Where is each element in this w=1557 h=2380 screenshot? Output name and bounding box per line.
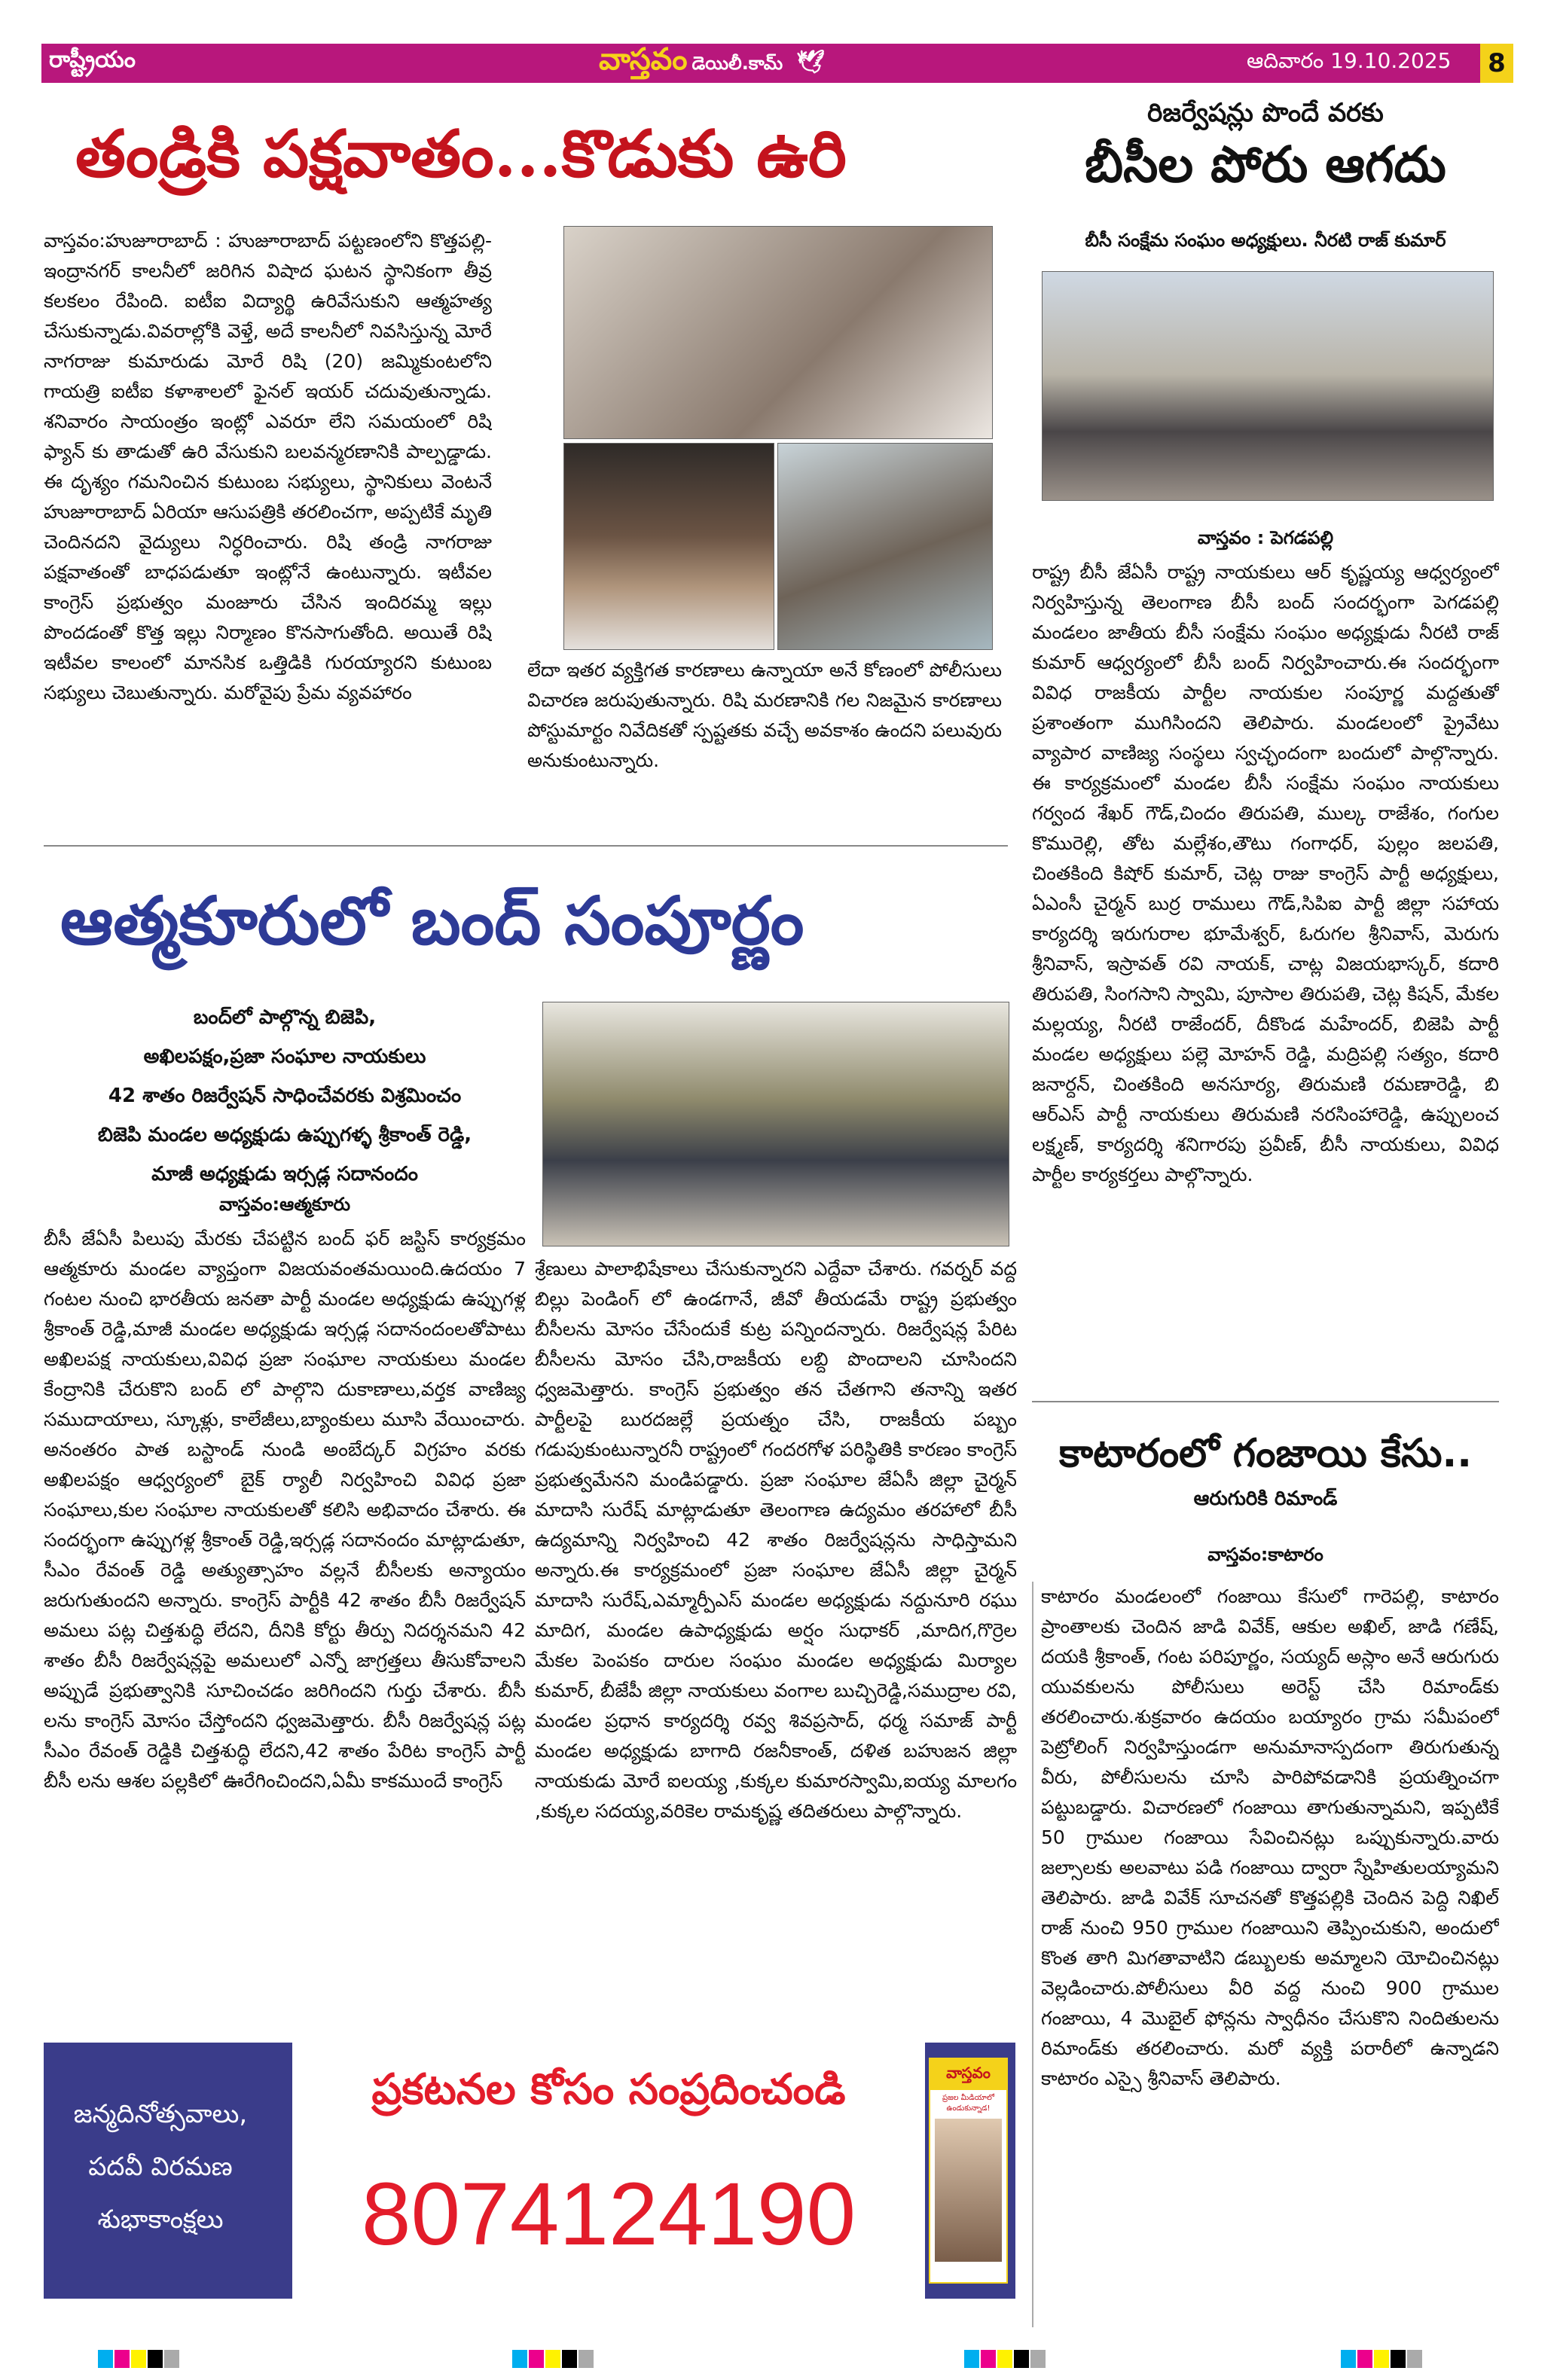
ad-title: ప్రకటనల కోసం సంప్రదించండి	[371, 2065, 846, 2114]
deck-line-2: అఖిలపక్షం,ప్రజా సంఘాల నాయకులు	[143, 1045, 426, 1068]
deck-line-5: మాజీ అధ్యక్షుడు ఇర్సడ్ల సదానందం	[151, 1163, 418, 1185]
deck-line-1: బంద్‌లో పాల్గొన్న బిజెపి,	[193, 1006, 377, 1029]
story1-headline: తండ్రికి పక్షవాతం...కొడుకు ఉరి	[75, 116, 847, 192]
masthead	[599, 42, 825, 84]
ad-logo-box	[929, 2058, 1008, 2284]
header-bar	[41, 44, 1480, 83]
photo-atmakur-bandh	[542, 1002, 1009, 1246]
ad-phone: 8074124190	[361, 2165, 856, 2264]
masthead-title: వాస్తవం	[599, 42, 688, 77]
photo-victim-portrait	[563, 443, 774, 650]
story2-body: రాష్ట్ర బీసీ జేఏసీ రాష్ట్ర నాయకులు ఆర్ కృష్ణయ్య ఆధ్వర్యంలో నిర్వహిస్తున్న తెలంగాణ బీసీ బంద్ సందర్భంగా పెగడపల్లి మండలం జాతీయ బీసీ సంక్షేమ సంఘం అధ్యక్షుడు నీరటి రాజ్ కుమార్ ఆధ్వర్యంలో బీసీ బంద్ నిర్వహించారు.ఈ సందర్భంగా వివిధ రాజకీయ పార్టీల నాయకుల సంపూర్ణ మద్దతుతో ప్రశాంతంగా ముగిసిందని తెలిపారు. మండలంలో ప్రైవేటు వ్యాపార వాణిజ్య సంస్థలు స్వచ్ఛందంగా బందులో పాల్గొన్నారు. ఈ కార్యక్రమంలో మండల బీసీ సంక్షేమ సంఘం నాయకులు గర్వంద శేఖర్ గౌడ్,చిందం తిరుపతి, ముల్క రాజేశం, గంగుల కొమురెల్లి, తోట మల్లేశం,తౌటు గంగాధర్, పుల్లం జలపతి, చింతకింది కిషోర్ కుమార్, చెట్ల రాజు కాంగ్రెస్ పార్టీ అధ్యక్షులు, ఏఎంసీ చైర్మన్ బుర్ర రాములు గౌడ్,సిపిఐ పార్టీ జిల్లా సహాయ కార్యదర్శి ఇరుగురాల భూమేశ్వర్, ఓరుగల శ్రీనివాస్, మెరుగు శ్రీనివాస్, ఇస్రావత్ రవి నాయక్, చాట్ల విజయభాస్కర్, కదారి తిరుపతి, సింగసాని స్వామి, పూసాల తిరుపతి, చెట్ల కిషన్, మేకల మల్లయ్య, నీరటి రాజేందర్, దీకొండ మహేందర్, బిజెపి పార్టీ మండల అధ్యక్షులు పల్లె మోహన్ రెడ్డి, మద్రిపల్లి సత్యం, కదారి జనార్దన్, చింతకింది అనసూర్య, తిరుమణి రమణారెడ్డి, బి ఆర్ఎస్ పార్టీ నాయకులు తిరుమణి నరసింహారెడ్డి, ఉప్పులంచ లక్ష్మణ్, కార్యదర్శి శనిగారపు ప్రవీణ్, బీసీ నాయకులు, వివిధ పార్టీల కార్యకర్తలు పాల్గొన్నారు.	[1032, 561, 1499, 1185]
story3-dateline: వాస్తవం:ఆత్మకూరు	[218, 1194, 351, 1215]
story2-kicker: రిజర్వేషన్లు పొందే వరకు	[1147, 98, 1384, 128]
story1-col2: లేదా ఇతర వ్యక్తిగత కారణాలు ఉన్నాయా అనే కోణంలో పోలీసులు విచారణ జరుపుతున్నారు. రిషి మరణానికి గల నిజమైన కారణాలు పోస్టుమార్టం నివేదికతో స్పష్టతకు వచ్చే అవకాశం ఉందని పలువురు అనుకుంటున్నారు.	[527, 659, 1002, 771]
registration-marks-3	[964, 2350, 1047, 2368]
ad-line-1: జన్మదినోత్సవాలు,	[73, 2099, 248, 2129]
story3-headline: ఆత్మకూరులో బంద్ సంపూర్ణం	[60, 881, 804, 960]
photo-victim-bed	[777, 443, 993, 650]
story3-col2: శ్రేణులు పాలాభిషేకాలు చేసుకున్నారని ఎద్దేవా చేశారు. గవర్నర్ వద్ద బిల్లు పెండింగ్ లో ఉండగానే, జీవో తీయడమే రాష్ట్ర ప్రభుత్వం బీసీలను మోసం చేసేందుకే కుట్ర పన్నిందన్నారు. రిజర్వేషన్ల పేరిట బీసీలను మోసం చేసి,రాజకీయ లబ్ది పొందాలని చూసిందని ధ్వజమెత్తారు. కాంగ్రెస్ ప్రభుత్వం తన చేతగాని తనాన్ని ఇతర పార్టీలపై బురదజల్లే ప్రయత్నం చేసి, రాజకీయ పబ్బం గడుపుకుంటున్నారనీ రాష్ట్రంలో గందరగోళ పరిస్థితికి కారణం కాంగ్రెస్ ప్రభుత్వమేనని మండిపడ్డారు. ప్రజా సంఘాల జేఏసీ జిల్లా చైర్మన్ మాదాసి సురేష్ మాట్లాడుతూ తెలంగాణ ఉద్యమం తరహాలో బీసీ ఉద్యమాన్ని నిర్వహించి 42 శాతం రిజర్వేషన్లను సాధిస్తామని అన్నారు.ఈ కార్యక్రమంలో ప్రజా సంఘాల జేఏసీ జిల్లా చైర్మన్ మాదాసి సురేష్,ఎమ్మార్పీఎస్ మండల అధ్యక్షుడు నద్దునూరి రఘు మాదిగ, మండల ఉపాధ్యక్షుడు అర్షం సుధాకర్ ,మాదిగ,గొర్రెల మేకల పెంపకం దారుల సంఘం మండల అధ్యక్షుడు మిర్యాల కుమార్, బీజేపీ జిల్లా నాయకులు వంగాల బుచ్చిరెడ్డి,సముద్రాల రవి, మండల ప్రధాన కార్యదర్శి రవ్వ శివప్రసాద్, ధర్మ సమాజ్ పార్టీ మండల అధ్యక్షుడు బాగాది రజనీకాంత్, దళిత బహుజన జిల్లా నాయకుడు మోరే ఐలయ్య ,కుక్కల కుమారస్వామి,ఐయ్య మాలగం ,కుక్కల సదయ్య,వరికెల రామకృష్ణ తదితరులు పాల్గొన్నారు.	[535, 1258, 1017, 1822]
ad-logo-tag: ప్రజల మీడియాలో ఉండుకున్నాడ!	[942, 2094, 995, 2113]
registration-marks-2	[512, 2350, 595, 2368]
section-label: రాష్ట్రీయం	[49, 47, 136, 73]
masthead-sub: డెయిలీ.కామ్	[691, 53, 783, 74]
photo-bc-protest	[1042, 271, 1494, 501]
ad-logo: వాస్తవం	[930, 2059, 1006, 2090]
right-divider	[1032, 1401, 1499, 1402]
ad-greetings	[59, 2088, 262, 2246]
divider	[44, 845, 1008, 847]
registration-marks-4	[1341, 2350, 1424, 2368]
story2-subhead: బీసీ సంక్షేమ సంఘం అధ్యక్షులు. నీరటి రాజ్ కుమార్	[1085, 230, 1446, 251]
page-number: 8	[1480, 44, 1513, 83]
registration-marks	[98, 2350, 181, 2368]
deck-line-4: బిజెపి మండల అధ్యక్షుడు ఉప్పుగళ్ళ శ్రీకాంత్ రెడ్డి,	[97, 1124, 472, 1146]
photo-victim-top	[563, 226, 993, 439]
issue-date: ఆదివారం 19.10.2025	[1247, 48, 1452, 73]
story1-col1: వాస్తవం:హుజూరాబాద్ : హుజూరాబాద్ పట్టణంలోని కొత్తపల్లి- ఇంద్రానగర్ కాలనీలో జరిగిన విషాద ఘటన స్థానికంగా తీవ్ర కలకలం రేపింది. ఐటీఐ విద్యార్థి ఉరివేసుకుని ఆత్మహత్య చేసుకున్నాడు.వివరాల్లోకి వెళ్తే, అదే కాలనీలో నివసిస్తున్న మోరే నాగరాజు కుమారుడు మోరే రిషి (20) జమ్మికుంటలోని గాయత్రి ఐటీఐ కళాశాలలో ఫైనల్ ఇయర్ చదువుతున్నాడు. శనివారం సాయంత్రం ఇంట్లో ఎవరూ లేని సమయంలో రిషి ఫ్యాన్ కు తాడుతో ఉరి వేసుకుని బలవన్మరణానికి పాల్పడ్డాడు. ఈ దృశ్యం గమనించిన కుటుంబ సభ్యులు, స్థానికులు వెంటనే హుజూరాబాద్ ఏరియా ఆసుపత్రికి తరలించగా, అప్పటికే మృతి చెందినదని వైద్యులు నిర్ధరించారు. రిషి తండ్రి నాగరాజు పక్షవాతంతో బాధపడుతూ ఇంట్లోనే ఉంటున్నారు. ఇటీవల కాంగ్రెస్ ప్రభుత్వం మంజూరు చేసిన ఇందిరమ్మ ఇల్లు పొందడంతో కొత్త ఇల్లు నిర్మాణం కొనసాగుతోంది. అయితే రిషి ఇటీవల కాలంలో మానసిక ఒత్తిడికి గురయ్యారని కుటుంబ సభ్యులు చెబుతున్నారు. మరోవైపు ప్రేమ వ్యవహారం	[44, 230, 492, 703]
story3-col1: బీసీ జేఏసీ పిలుపు మేరకు చేపట్టిన బంద్ ఫర్ జస్టిస్ కార్యక్రమం ఆత్మకూరు మండల వ్యాప్తంగా విజయవంతమయింది.ఉదయం 7 గంటల నుంచి భారతీయ జనతా పార్టీ మండల అధ్యక్షుడు ఉప్పుగళ్ల శ్రీకాంత్ రెడ్డి,మాజీ మండల అధ్యక్షుడు ఇర్సడ్ల సదానందంలతోపాటు అఖిలపక్ష నాయకులు,వివిధ ప్రజా సంఘాల నాయకులు మండల కేంద్రానికి చేరుకొని బంద్ లో పాల్గొని దుకాణాలు,వర్తక వాణిజ్య సముదాయాలు, స్కూళ్లు, కాలేజీలు,బ్యాంకులు మూసి వేయించారు. అనంతరం పాత బస్టాండ్ నుండి అంబేద్కర్ విగ్రహం వరకు అఖిలపక్షం ఆధ్వర్యంలో బైక్ ర్యాలీ నిర్వహించి వివిధ ప్రజా సంఘాలు,కుల సంఘాల నాయకులతో కలిసి అభివాదం చేశారు. ఈ సందర్భంగా ఉప్పుగళ్ల శ్రీకాంత్ రెడ్డి,ఇర్సడ్ల సదానందం మాట్లాడుతూ, సీఎం రేవంత్ రెడ్డి అత్యుత్సాహం వల్లనే బీసీలకు అన్యాయం జరుగుతుందని అన్నారు. కాంగ్రెస్ పార్టీకి 42 శాతం బీసీ రిజర్వేషన్ అమలు పట్ల చిత్తశుద్ధి లేదని, దీనికి కోర్టు తీర్పు నిదర్శనమని 42 శాతం బీసీ రిజర్వేషన్లపై అమలులో ఎన్నో జాగ్రత్తలు తీసుకోవాలని అప్పుడే ప్రభుత్వానికి సూచించడం జరిగిందని గుర్తు చేశారు. బీసీ లను కాంగ్రెస్ మోసం చేస్తోందని ధ్వజమెత్తారు. బీసీ రిజర్వేషన్ల పట్ల సీఎం రేవంత్ రెడ్డికి చిత్తశుద్ధి లేదని,42 శాతం పేరిట కాంగ్రెస్ పార్టీ బీసీ లను ఆశల పల్లకిలో ఊరేగించిందని,ఏమీ కాకముందే కాంగ్రెస్	[44, 1228, 526, 1792]
story3-deck	[44, 998, 526, 1194]
ad-white-panel	[292, 2043, 925, 2299]
advertisement	[44, 2043, 1015, 2299]
story4-headline: కాటారంలో గంజాయి కేసు..	[1059, 1431, 1472, 1476]
ad-line-2: పదవీ విరమణ	[88, 2152, 233, 2182]
story4-body: కాటారం మండలంలో గంజాయి కేసులో గారెపల్లి, కాటారం ప్రాంతాలకు చెందిన జాడి వివేక్, ఆకుల అఖిల్, జాడి గణేష్, దయకి శ్రీకాంత్, గంట పరిపూర్ణం, సయ్యద్ అస్లాం అనే ఆరుగురు యువకులను పోలీసులు అరెస్ట్ చేసి రిమాండ్‌కు తరలించారు.శుక్రవారం ఉదయం బయ్యారం గ్రామ సమీపంలో పెట్రోలింగ్ నిర్వహిస్తుండగా అనుమానాస్పదంగా తిరుగుతున్న వీరు, పోలీసులను చూసి పారిపోవడానికి ప్రయత్నించగా పట్టుబడ్డారు. విచారణలో గంజాయి తాగుతున్నామని, ఇప్పటికే 50 గ్రాముల గంజాయి సేవించినట్లు ఒప్పుకున్నారు.వారు జల్సాలకు అలవాటు పడి గంజాయి ద్వారా స్నేహితులయ్యామని తెలిపారు. జాడి వివేక్ సూచనతో కొత్తపల్లికి చెందిన పెద్ది నిఖిల్ రాజ్ నుంచి 950 గ్రాముల గంజాయిని తెప్పించుకుని, అందులో కొంత తాగి మిగతావాటిని డబ్బులకు అమ్మాలని యోచించినట్లు వెల్లడించారు.పోలీసులు వీరి వద్ద నుంచి 900 గ్రాముల గంజాయి, 4 మొబైల్ ఫోన్లను స్వాధీనం చేసుకొని నిందితులను రిమాండ్‌కు తరలించారు. మరో వ్యక్తి పరారీలో ఉన్నాడని కాటారం ఎస్సై శ్రీనివాస్ తెలిపారు.	[1032, 1582, 1499, 2327]
bird-icon: 🕊	[796, 49, 826, 75]
story2-headline: బీసీల పోరు ఆగదు	[1085, 136, 1446, 194]
ad-logo-photos	[935, 2119, 1002, 2262]
story2-dateline: వాస్తవం : పెగడపల్లి	[1197, 527, 1334, 548]
story4-subhead: ఆరుగురికి రిమాండ్	[1193, 1488, 1338, 1510]
story4-dateline: వాస్తవం:కాటారం	[1207, 1544, 1323, 1565]
ad-line-3: శుభాకాంక్షలు	[97, 2205, 224, 2235]
deck-line-3: 42 శాతం రిజర్వేషన్ సాధించేవరకు విశ్రమించం	[108, 1085, 462, 1107]
